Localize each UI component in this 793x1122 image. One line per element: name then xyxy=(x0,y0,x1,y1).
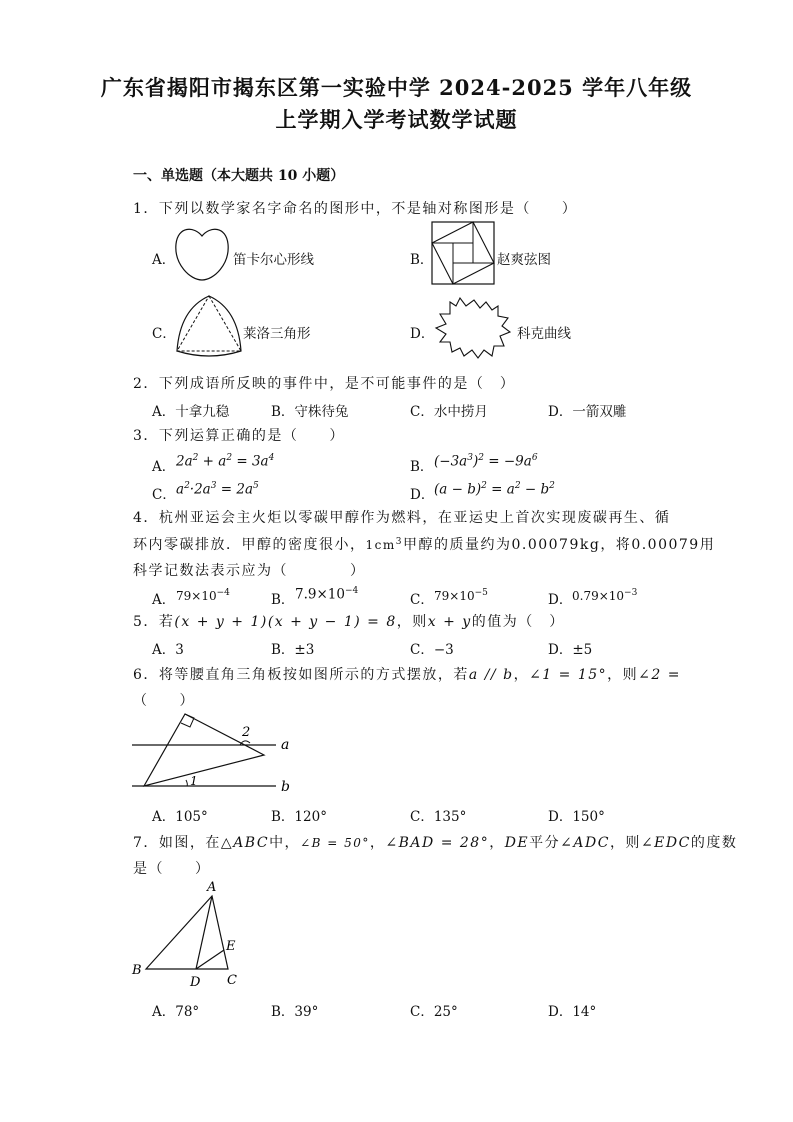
q6-option-d: D．150° xyxy=(548,809,605,825)
q7-triangle-diagram xyxy=(128,876,248,992)
q5-option-b: B．±3 xyxy=(271,642,315,658)
q7-line-1-g: 的度数 xyxy=(690,835,738,851)
q6-angle-1: ∠1 = 15° xyxy=(529,667,608,683)
q4-volume: $1cm^3$ xyxy=(365,537,403,552)
q6-option-b: B．120° xyxy=(271,809,327,825)
q7-option-b: B．39° xyxy=(271,1004,319,1020)
q7-line-1-f: ，则 xyxy=(609,835,641,851)
koch-curve-figure xyxy=(432,292,518,362)
zhao-shuang-diagram-figure xyxy=(431,221,495,285)
q7-point-d: D xyxy=(190,975,201,990)
q7-option-a: A．78° xyxy=(152,1004,200,1020)
q3-option-b: B． xyxy=(410,459,434,475)
q5-mid: ，则 xyxy=(396,614,428,630)
q4-line-3: 科学记数法表示应为（ ） xyxy=(133,563,366,579)
q1-option-b-text: 赵爽弦图 xyxy=(497,252,551,268)
q4-option-d-value: $0.79\times 10^{-3}$ xyxy=(572,588,638,603)
q7-angle-b: ∠B = 50° xyxy=(300,836,370,850)
q4-option-b-value: $7.9\times 10^{-4}$ xyxy=(295,586,359,603)
q3-option-b-formula: $(-3a^3)^2 = -9a^6$ xyxy=(434,453,538,470)
q3-option-c: C． xyxy=(152,487,176,503)
q4-option-c: C． xyxy=(410,592,434,608)
q1-option-d: D． xyxy=(410,326,435,342)
q6-label-1: 1 xyxy=(190,774,198,788)
q7-line-1-a: 7．如图，在 xyxy=(133,835,221,851)
reuleaux-triangle-figure xyxy=(172,293,246,359)
q7-de: DE xyxy=(504,835,530,851)
q7-point-b: B xyxy=(132,963,142,978)
q1-option-d-text: 科克曲线 xyxy=(517,326,571,342)
q6-option-a: A．105° xyxy=(152,809,208,825)
title-line-1: 广东省揭阳市揭东区第一实验中学 2024-2025 学年八年级 xyxy=(100,75,693,100)
q5-option-d: D．±5 xyxy=(548,642,593,658)
q6-line-1-b: ， xyxy=(513,667,530,683)
q1-option-b: B． xyxy=(410,252,434,268)
q7-triangle: △ABC xyxy=(220,835,270,851)
q7-line-1 xyxy=(133,832,737,852)
q6-option-c: C．135° xyxy=(410,809,467,825)
q5-option-b-label: B． xyxy=(271,642,295,658)
q4-option-c-value: $79\times 10^{-5}$ xyxy=(434,588,488,603)
q7-line-1-b: 中， xyxy=(269,835,301,851)
q6-line-1-a: 6．将等腰直角三角板按如图所示的方式摆放，若 xyxy=(133,667,469,683)
q4-line-1: 4．杭州亚运会主火炬以零碳甲醇作为燃料，在亚运史上首次实现废碳再生、循 xyxy=(133,510,671,526)
q1-option-a-text: 笛卡尔心形线 xyxy=(233,252,314,268)
q7-point-e: E xyxy=(226,939,236,954)
q6-line-1 xyxy=(133,664,681,684)
q6-label-2: 2 xyxy=(242,725,251,740)
q7-line-1-d: ， xyxy=(489,835,505,851)
q3-option-d-formula: $(a - b)^2 = a^2 - b^2$ xyxy=(434,481,555,498)
q3-option-a: A． xyxy=(152,459,176,475)
q5-prefix: 5．若 xyxy=(133,614,175,630)
q5-equation: (x + y + 1)(x + y − 1) = 8 xyxy=(174,614,397,630)
q7-angle-bad: ∠BAD = 28° xyxy=(385,835,490,851)
q5-option-c-label: C． xyxy=(410,642,434,658)
q5-option-a: A．3 xyxy=(152,642,184,658)
q5-expression: x + y xyxy=(427,614,472,630)
q3-option-d: D． xyxy=(410,487,435,503)
q6-parallel: a // b xyxy=(468,667,514,683)
q7-line-1-e: 平分 xyxy=(529,835,561,851)
q4-line-2-d: 用 xyxy=(699,537,716,553)
cardioid-figure xyxy=(172,224,232,284)
q4-number: 0.00079 xyxy=(631,537,700,553)
q5-option-c: C．−3 xyxy=(410,642,454,658)
q6-label-a: a xyxy=(281,737,290,753)
q2-stem: 2．下列成语所反映的事件中，是不可能事件的是（ ） xyxy=(133,376,516,392)
q3-option-a-formula: $2a^2 + a^2 = 3a^4$ xyxy=(176,453,275,470)
q4-line-2-b: 甲醇的质量约为 xyxy=(402,537,512,553)
q1-option-c-text: 莱洛三角形 xyxy=(243,326,311,342)
section-heading: 一、单选题（本大题共 10 小题） xyxy=(133,168,345,184)
title-line-2: 上学期入学考试数学试题 xyxy=(275,107,518,132)
q4-option-a-value: $79\times 10^{-4}$ xyxy=(176,588,230,603)
q5-suffix: 的值为（ ） xyxy=(471,614,565,630)
q5-stem xyxy=(133,611,565,631)
q6-line-1-c: ，则 xyxy=(607,667,639,683)
q1-stem: 1．下列以数学家名字命名的图形中，不是轴对称图形是（ ） xyxy=(133,201,578,217)
q7-option-c: C．25° xyxy=(410,1004,458,1020)
q3-stem: 3．下列运算正确的是（ ） xyxy=(133,428,345,444)
q4-option-b: B． xyxy=(271,592,295,608)
q5-option-d-label: D． xyxy=(548,642,573,658)
q6-triangle-diagram xyxy=(128,708,298,800)
q7-angle-edc: ∠EDC xyxy=(640,835,691,851)
q2-option-c: C．水中捞月 xyxy=(410,404,488,420)
q4-line-2-a: 环内零碳排放．甲醇的密度很小， xyxy=(133,537,366,553)
q6-angle-2: ∠2 = xyxy=(638,667,681,683)
q4-option-a: A． xyxy=(152,592,176,608)
q1-option-c: C． xyxy=(152,326,176,342)
q7-point-a: A xyxy=(207,880,217,895)
q2-option-a: A．十拿九稳 xyxy=(152,404,230,420)
q1-option-a: A． xyxy=(152,252,176,268)
q7-option-d: D．14° xyxy=(548,1004,597,1020)
q4-option-d: D． xyxy=(548,592,573,608)
q6-label-b: b xyxy=(281,779,290,795)
q4-line-2 xyxy=(133,534,715,554)
q7-angle-adc: ∠ADC xyxy=(560,835,610,851)
q7-line-1-c: ， xyxy=(369,835,386,851)
q4-line-2-c: ，将 xyxy=(600,537,632,553)
q3-option-c-formula: $a^2\cdot 2a^3 = 2a^5$ xyxy=(176,481,259,498)
q2-option-b: B．守株待兔 xyxy=(271,404,349,420)
q6-line-2: （ ） xyxy=(133,693,195,709)
q7-point-c: C xyxy=(227,973,237,988)
q7-line-2: 是（ ） xyxy=(133,861,211,877)
q4-mass: 0.00079kg xyxy=(511,537,601,553)
q2-option-d: D．一箭双雕 xyxy=(548,404,627,420)
